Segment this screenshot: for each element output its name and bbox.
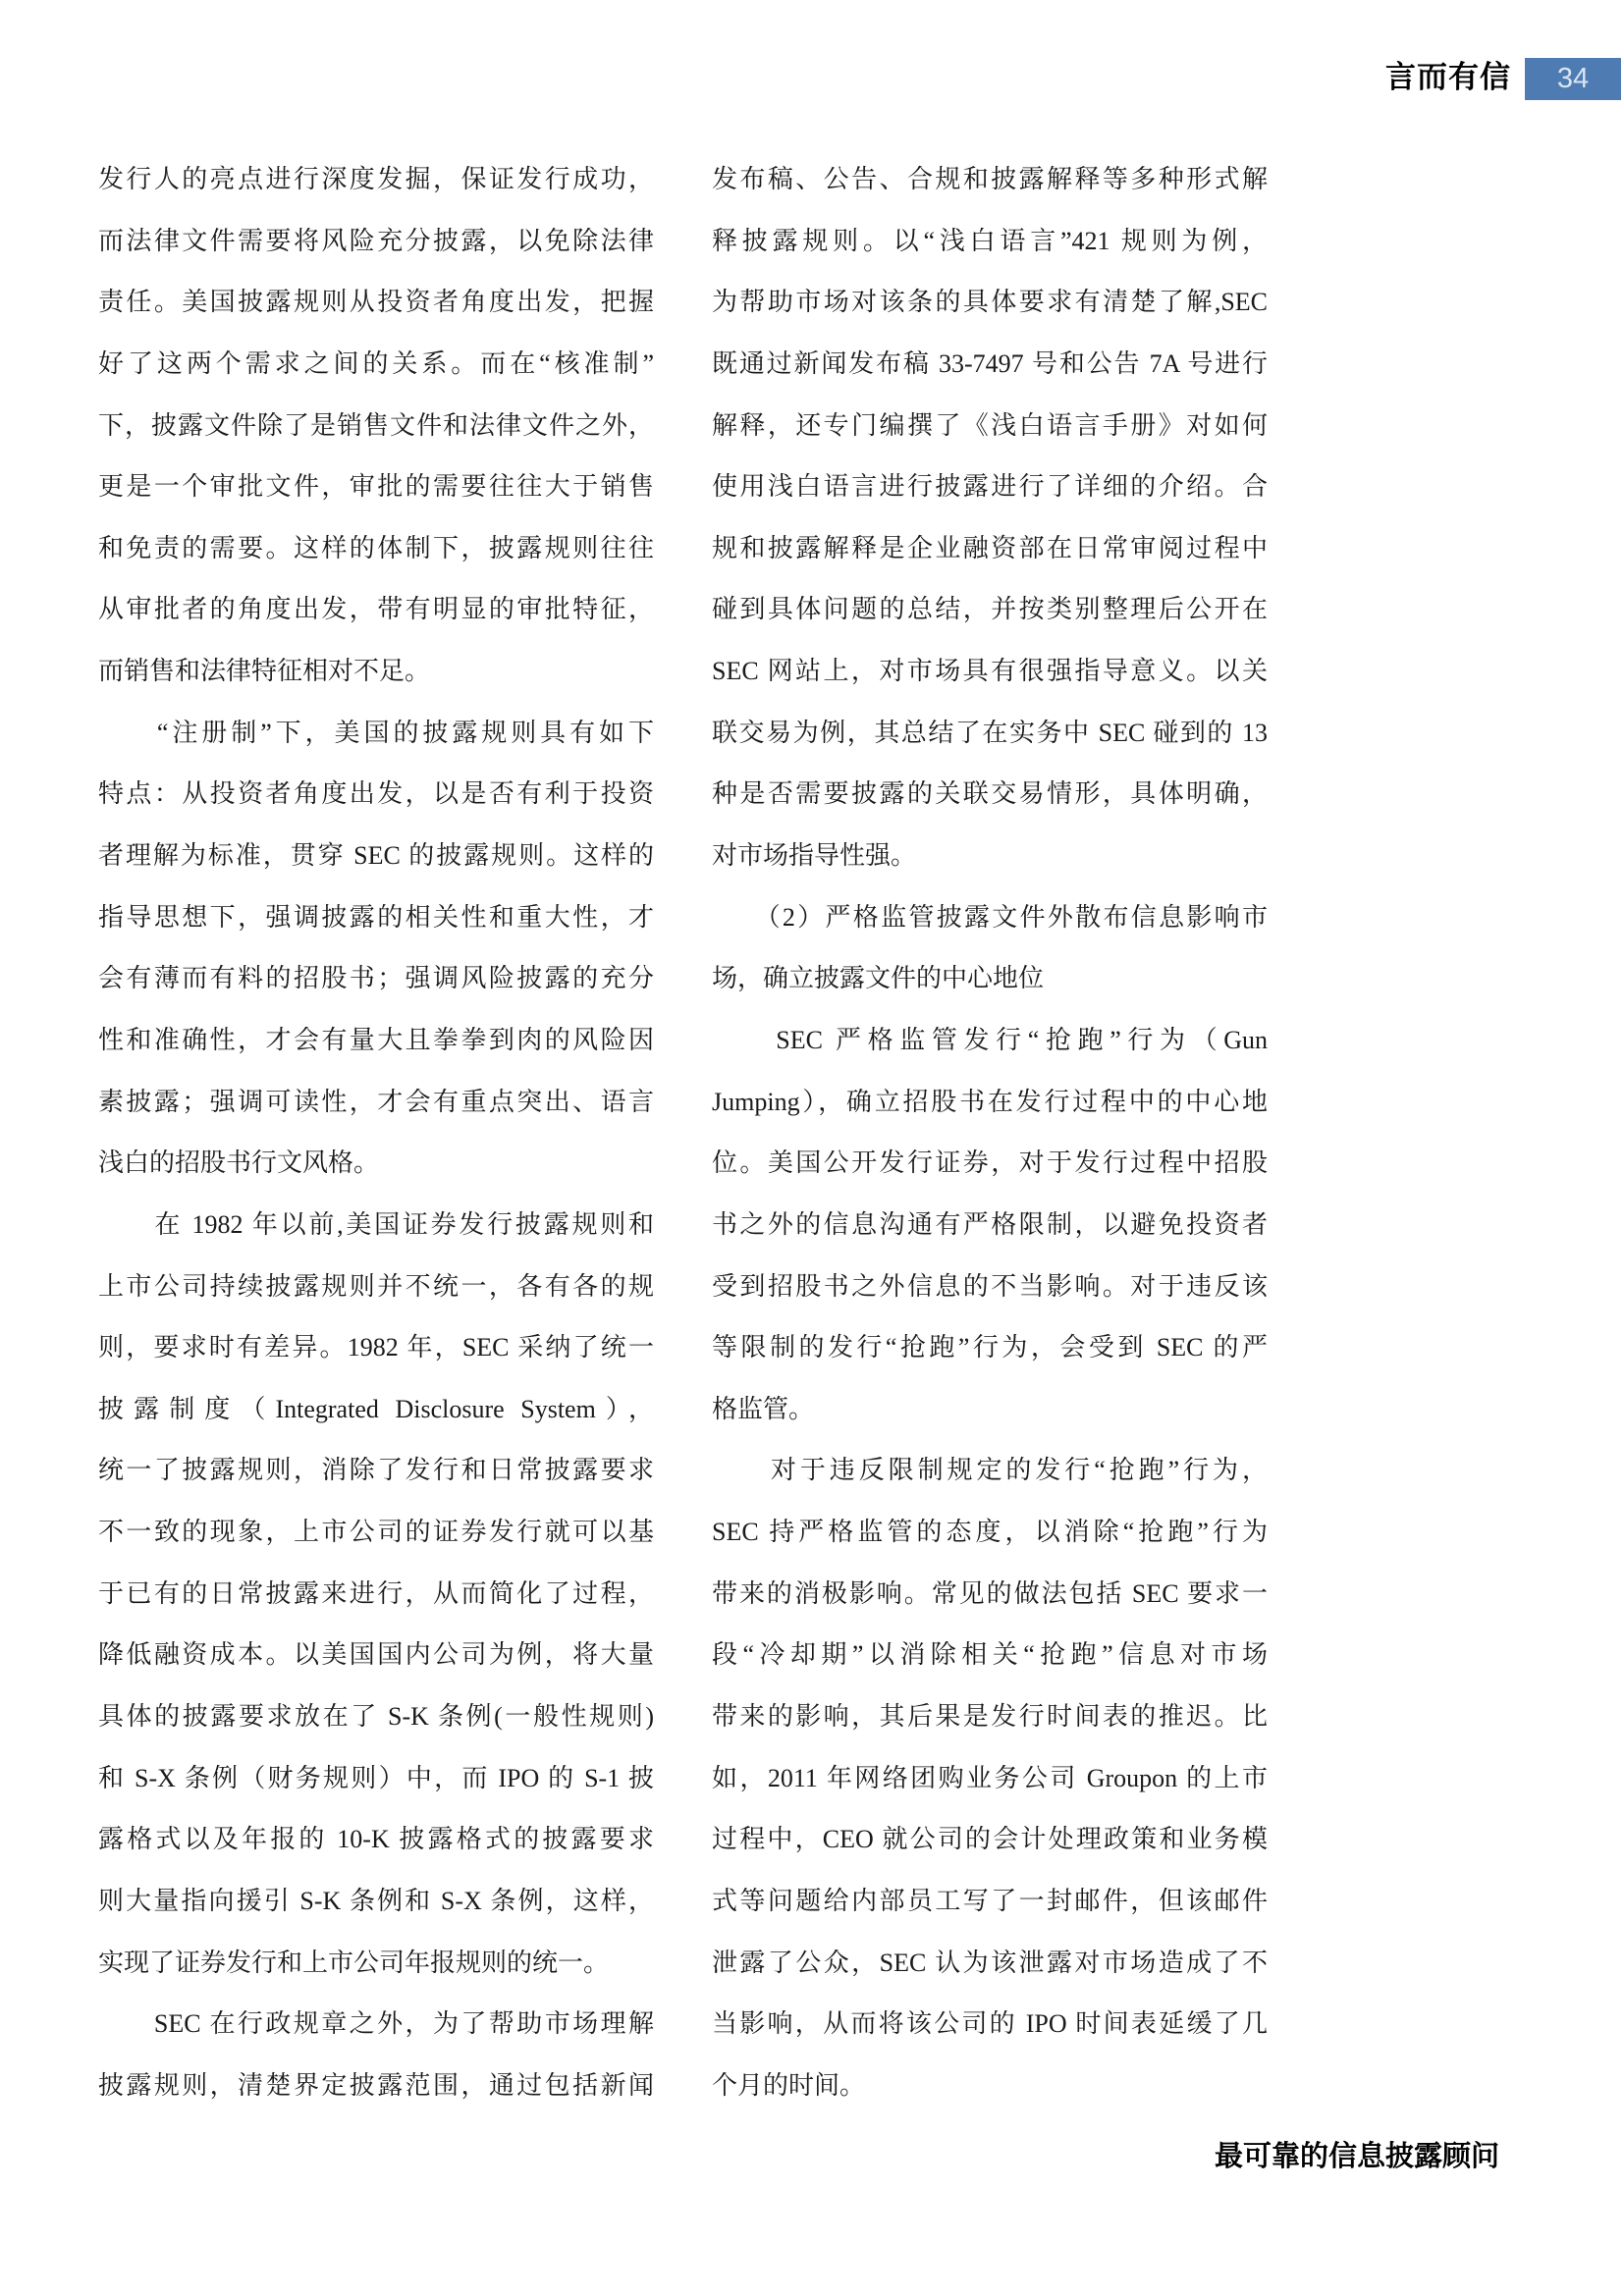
text-line: SEC 在行政规章之外，为了帮助市场理解 <box>98 2009 654 2039</box>
column-left <box>98 149 654 2117</box>
text-line: 特点：从投资者角度出发，以是否有利于投资 <box>98 779 654 809</box>
text-line: 实现了证券发行和上市公司年报规则的统一。 <box>98 1948 610 1977</box>
text-line: 则大量指向援引 S-K 条例和 S-X 条例，这样， <box>98 1886 654 1915</box>
text-line: 场，确立披露文件的中心地位 <box>712 964 1045 993</box>
text-line: 为帮助市场对该条的具体要求有清楚了解,SEC <box>712 288 1268 317</box>
text-line: 使用浅白语言进行披露进行了详细的介绍。合 <box>712 472 1268 502</box>
text-line: 在 1982 年以前,美国证券发行披露规则和 <box>98 1209 654 1239</box>
text-line: 对于违反限制规定的发行“抢跑”行为， <box>712 1456 1268 1485</box>
text-line: 浅白的招股书行文风格。 <box>98 1148 380 1178</box>
text-line: 披露规则，清楚界定披露范围，通过包括新闻 <box>98 2070 654 2100</box>
text-line: 性和准确性，才会有量大且拳拳到肉的风险因 <box>98 1025 654 1054</box>
text-line: 披露制度（Integrated Disclosure System）， <box>98 1394 654 1423</box>
text-line: 素披露；强调可读性，才会有重点突出、语言 <box>98 1087 654 1116</box>
text-line: 上市公司持续披露规则并不统一，各有各的规 <box>98 1271 654 1301</box>
text-line: 解释，还专门编撰了《浅白语言手册》对如何 <box>712 410 1268 440</box>
text-line: 当影响，从而将该公司的 IPO 时间表延缓了几 <box>712 2009 1268 2039</box>
page-number: 34 <box>1556 63 1590 94</box>
text-line: 受到招股书之外信息的不当影响。对于违反该 <box>712 1271 1268 1301</box>
text-line: （2）严格监管披露文件外散布信息影响市 <box>712 902 1268 932</box>
text-line: 个月的时间。 <box>712 2070 866 2100</box>
text-line: 对市场指导性强。 <box>712 841 917 871</box>
text-line: 带来的影响，其后果是发行时间表的推迟。比 <box>712 1702 1268 1732</box>
text-line: 而法律文件需要将风险充分披露，以免除法律 <box>98 226 654 255</box>
text-line: 种是否需要披露的关联交易情形，具体明确， <box>712 779 1268 809</box>
text-line: 于已有的日常披露来进行，从而简化了过程， <box>98 1578 654 1608</box>
text-line: 和免责的需要。这样的体制下，披露规则往往 <box>98 533 654 562</box>
text-line: 指导思想下，强调披露的相关性和重大性，才 <box>98 902 654 932</box>
text-line: 带来的消极影响。常见的做法包括 SEC 要求一 <box>712 1578 1268 1608</box>
text-line: 书之外的信息沟通有严格限制，以避免投资者 <box>712 1209 1268 1239</box>
text-line: 好了这两个需求之间的关系。而在“核准制” <box>98 348 654 378</box>
header-section-title: 言而有信 <box>1385 60 1511 94</box>
text-line: 碰到具体问题的总结，并按类别整理后公开在 <box>712 595 1268 624</box>
text-line: Jumping），确立招股书在发行过程中的中心地 <box>712 1087 1268 1116</box>
footer-slogan: 最可靠的信息披露顾问 <box>1215 2141 1500 2172</box>
text-line: SEC 严格监管发行“抢跑”行为（Gun <box>712 1025 1268 1054</box>
text-line: 段“冷却期”以消除相关“抢跑”信息对市场 <box>712 1640 1268 1670</box>
text-line: SEC 持严格监管的态度，以消除“抢跑”行为 <box>712 1518 1268 1547</box>
text-line: SEC 网站上，对市场具有很强指导意义。以关 <box>712 657 1268 686</box>
text-line: 格监管。 <box>712 1394 815 1423</box>
text-line: 从审批者的角度出发，带有明显的审批特征， <box>98 595 654 624</box>
text-line: 责任。美国披露规则从投资者角度出发，把握 <box>98 288 654 317</box>
text-line: 下，披露文件除了是销售文件和法律文件之外， <box>98 410 654 440</box>
text-line: 具体的披露要求放在了 S-K 条例(一般性规则) <box>98 1702 654 1732</box>
text-line: 露格式以及年报的 10-K 披露格式的披露要求 <box>98 1825 654 1854</box>
page-number-badge <box>1525 58 1621 100</box>
text-line: 联交易为例，其总结了在实务中 SEC 碰到的 13 <box>712 718 1268 747</box>
text-line: 既通过新闻发布稿 33-7497 号和公告 7A 号进行 <box>712 348 1268 378</box>
column-right <box>712 149 1268 2117</box>
text-line: 则，要求时有差异。1982 年，SEC 采纳了统一 <box>98 1333 654 1362</box>
text-line: 降低融资成本。以美国国内公司为例，将大量 <box>98 1640 654 1670</box>
page-footer <box>1215 2140 1499 2173</box>
text-line: 式等问题给内部员工写了一封邮件，但该邮件 <box>712 1886 1268 1915</box>
text-line: 发布稿、公告、合规和披露解释等多种形式解 <box>712 165 1268 193</box>
text-line: 释披露规则。以“浅白语言”421 规则为例， <box>712 226 1268 255</box>
text-line: 泄露了公众，SEC 认为该泄露对市场造成了不 <box>712 1948 1268 1977</box>
text-line: 更是一个审批文件，审批的需要往往大于销售 <box>98 472 654 502</box>
text-line: 统一了披露规则，消除了发行和日常披露要求 <box>98 1456 654 1485</box>
text-line: 会有薄而有料的招股书；强调风险披露的充分 <box>98 964 654 993</box>
text-line: 规和披露解释是企业融资部在日常审阅过程中 <box>712 533 1268 562</box>
text-line: 者理解为标准，贯穿 SEC 的披露规则。这样的 <box>98 841 654 871</box>
text-line: 如，2011 年网络团购业务公司 Groupon 的上市 <box>712 1763 1268 1792</box>
text-line: 而销售和法律特征相对不足。 <box>98 657 431 686</box>
text-line: 位。美国公开发行证券，对于发行过程中招股 <box>712 1148 1268 1178</box>
text-line: 和 S-X 条例（财务规则）中，而 IPO 的 S-1 披 <box>98 1763 654 1792</box>
text-line: 等限制的发行“抢跑”行为，会受到 SEC 的严 <box>712 1333 1268 1362</box>
text-line: 过程中，CEO 就公司的会计处理政策和业务模 <box>712 1825 1268 1854</box>
text-line: 发行人的亮点进行深度发掘，保证发行成功， <box>98 165 654 193</box>
text-line: “注册制”下，美国的披露规则具有如下 <box>98 718 654 747</box>
text-line: 不一致的现象，上市公司的证券发行就可以基 <box>98 1518 654 1547</box>
